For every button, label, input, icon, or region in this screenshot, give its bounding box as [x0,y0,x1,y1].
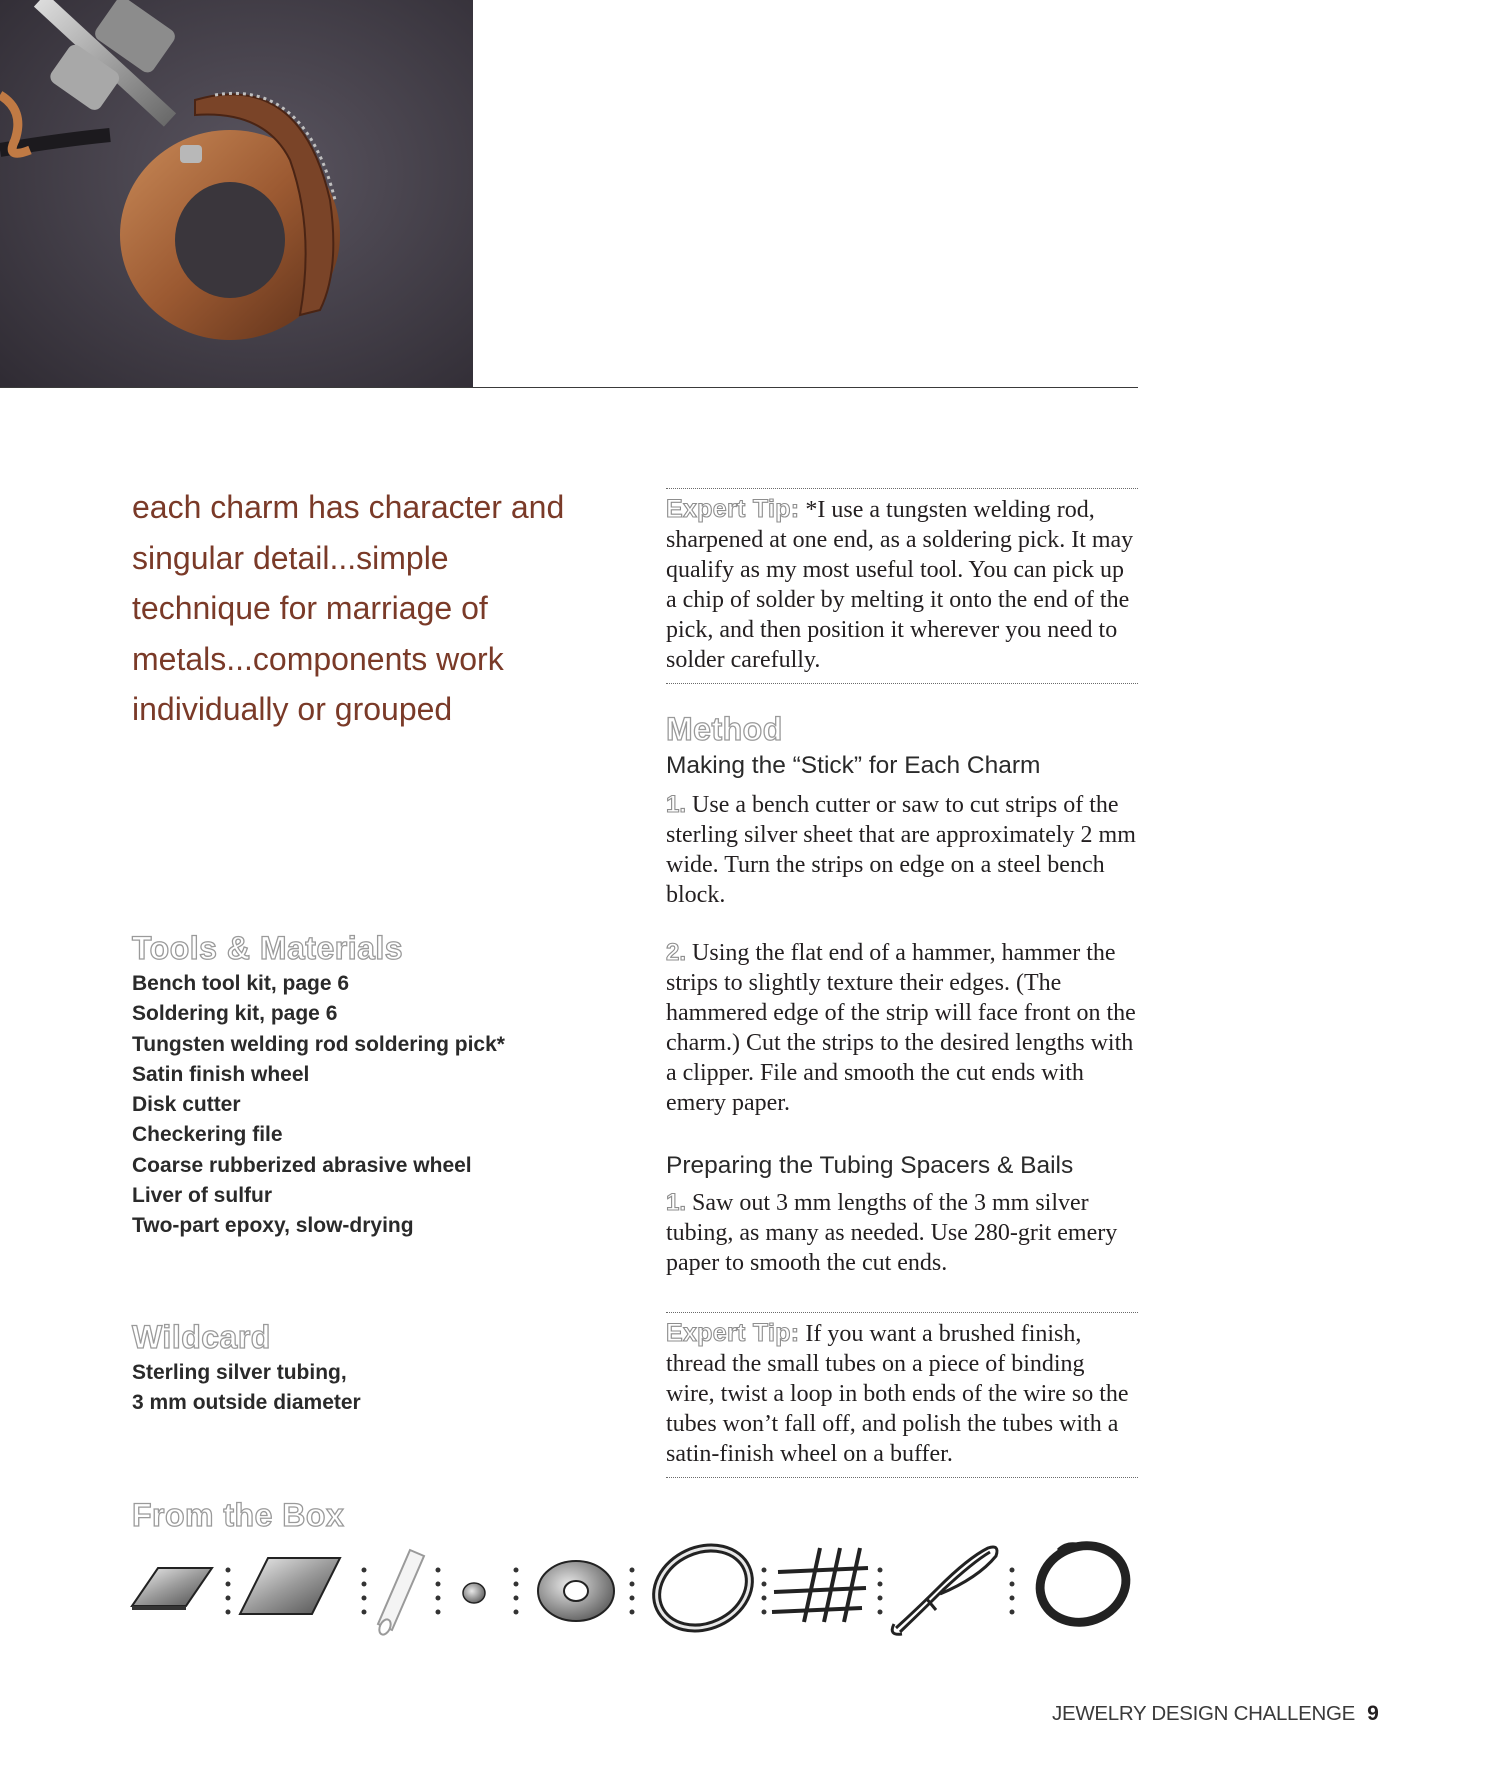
jump-ring-icon [643,1533,762,1638]
top-rule [0,387,1138,388]
step-number: 1. [666,1189,687,1216]
tool-item: Satin finish wheel [132,1062,310,1086]
step-number: 2. [666,939,687,966]
tool-item: Coarse rubberized abrasive wheel [132,1153,472,1177]
expert-tip-label: Expert Tip: [666,495,800,523]
from-the-box-heading: From the Box [132,1497,345,1533]
tool-item: Checkering file [132,1123,283,1147]
wire-coil-icon [1029,1533,1138,1635]
wire-mesh-icon [772,1548,868,1622]
method-step [666,938,1144,1118]
tool-item: Two-part epoxy, slow-drying [132,1214,414,1238]
page-number: 9 [1367,1702,1379,1725]
method-step [666,790,1144,910]
charm-photo [0,0,473,387]
tool-item: Tungsten welding rod soldering pick* [132,1032,505,1056]
expert-tip-text: *I use a tungsten welding rod, sharpened at one end, as a soldering pick. It may qualify as my most useful tool. You can pick up a chip of solder by melting it onto the end of the pick, and then position it wherever you need to solder carefully. [666,497,1134,673]
wildcard-heading: Wildcard [132,1319,271,1355]
tool-item: Soldering kit, page 6 [132,1002,338,1026]
small-disk-icon [463,1583,485,1603]
tool-item: Disk cutter [132,1093,241,1117]
tools-materials-heading: Tools & Materials [132,930,404,966]
method-subheading-tubing: Preparing the Tubing Spacers & Bails [666,1152,1074,1179]
method-heading: Method [666,711,783,747]
from-the-box-items [128,1528,1148,1638]
book-title: JEWELRY DESIGN CHALLENGE [1052,1702,1356,1725]
step-text: Use a bench cutter or saw to cut strips of the sterling silver sheet that are approximately 2 mm wide. Turn the strips on edge on a steel bench block. [666,792,1136,908]
sheet-small-icon [132,1568,212,1610]
tool-item: Liver of sulfur [132,1184,273,1208]
step-text: Saw out 3 mm lengths of the 3 mm silver tubing, as many as needed. Use 280-grit emery paper to smooth the cut ends. [666,1190,1118,1276]
expert-tip-1 [666,488,1138,684]
expert-tip-label: Expert Tip: [666,1319,800,1347]
method-step [666,1188,1144,1278]
bundled-wire-icon [892,1547,997,1634]
expert-tip-text: If you want a brushed finish, thread the small tubes on a piece of binding wire, twist a loop in both ends of the wire so the tubes won’t fall off, and polish the tubes with a satin-finish wheel on a buffer. [666,1321,1129,1467]
washer-icon [538,1561,614,1621]
wildcard-item: 3 mm outside diameter [132,1391,361,1415]
step-number: 1. [666,791,687,818]
pull-quote: each charm has character and singular detail...simple technique for marriage of metals...components work individually or grouped [132,489,565,727]
tools-materials-section [132,931,592,1242]
wildcard-item: Sterling silver tubing, [132,1361,347,1384]
step-text: Using the flat end of a hammer, hammer the strips to slightly texture their edges. (The hammered edge of the strip will face front on the charm.) Cut the strips to the desired lengths with a clipper. File and smooth the cut ends with emery paper. [666,940,1136,1116]
tube-icon [377,1550,424,1636]
wildcard-section [132,1320,592,1419]
method-subheading-stick: Making the “Stick” for Each Charm [666,752,1041,779]
expert-tip-2 [666,1312,1138,1478]
page-footer [1052,1702,1378,1726]
tool-item: Bench tool kit, page 6 [132,972,350,995]
separator-dots [226,1568,231,1615]
sheet-large-icon [240,1558,340,1614]
